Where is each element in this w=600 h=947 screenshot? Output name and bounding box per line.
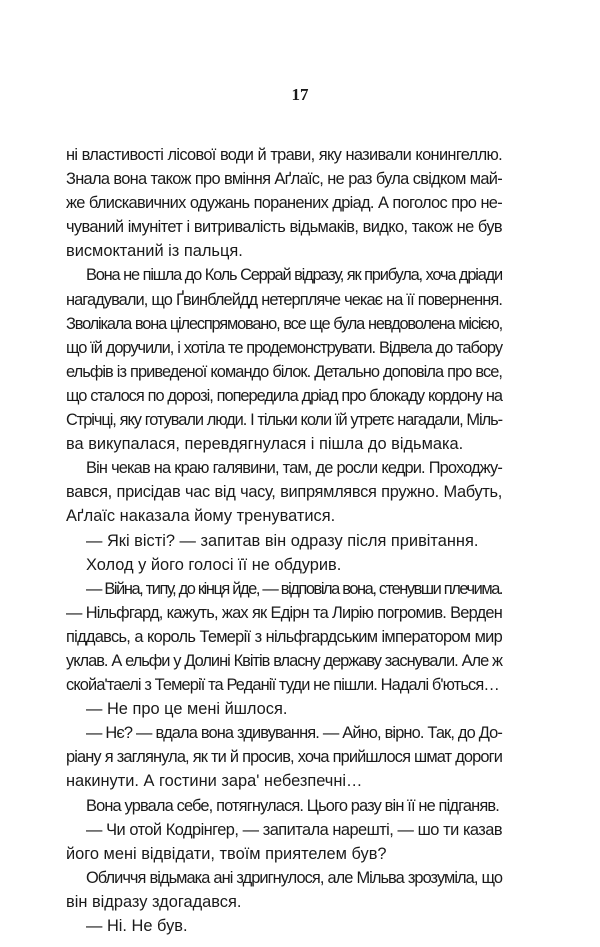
text-line: — Чи отой Кодрінгер, — запитала нарешті, — шо ти казав [86,820,502,839]
text-line: його мені відвідати, твоїм приятелем був? [66,844,387,863]
text-line: піддавсь, а король Темерії з нільфгардським імператором мир [66,627,502,646]
text-line: що їй доручили, і хотіла те продемонструвати. Відвела до табору [66,338,502,357]
text-line: — Нільфгард, кажуть, жах як Едірн та Лирію погромив. Верден [66,603,502,622]
text-line: що сталося по дорозі, попередила дріад про блокаду кордону на [66,386,502,405]
page-number: 17 [291,85,309,104]
text-line: він відразу здогадався. [66,892,242,911]
text-line: ріану я заглянула, як ти й просив, хоча прийшлося шмат дороги [66,748,502,767]
text-line: накинути. А гостини зара' небезпечні… [66,772,363,791]
text-line: скойа'таелі з Темерії та Реданії туди не пішли. Надалі б'ються… [66,676,499,695]
text-line: Аґлаїс наказала йому тренуватися. [66,507,336,526]
text-line: Вона урвала себе, потягнулася. Цього разу він її не підганяв. [86,796,499,815]
body-text [66,143,502,938]
text-line: Обличчя відьмака ані здригнулося, але Мільва зрозуміла, що [86,868,502,887]
text-line: уклав. А ельфи у Долині Квітів власну державу заснували. Але ж [66,651,502,670]
text-line: же блискавичних одужань поранених дріад. А поголос про не- [66,194,502,213]
text-line: — Війна, типу, до кінця йде, — відповіла вона, стенувши плечима. [86,579,502,598]
text-line: Він чекав на краю галявини, там, де росли кедри. Проходжу- [86,459,502,478]
text-line: ельфів із приведеної командо білок. Детально доповіла про все, [66,362,502,381]
text-line: — Не про це мені йшлося. [86,700,288,719]
text-line: — Нє? — вдала вона здивування. — Айно, вірно. Так, до До- [86,724,502,743]
text-line: чуваний імунітет і витривалість відьмаків, видко, також не був [66,218,502,237]
text-line: — Які вісті? — запитав він одразу після привітання. [86,531,479,550]
text-line: нагадували, що Ґвинблейдд нетерпляче чекає на її повернення. [66,290,502,309]
text-line: вався, присідав час від часу, випрямлявся пружно. Мабуть, [66,483,502,502]
text-line: Зволікала вона цілеспрямовано, все ще була невдоволена місією, [66,314,502,333]
text-line: Знала вона також про вміння Аґлаїс, не раз була свідком май- [66,170,502,189]
text-line: — Ні. Не був. [86,917,188,935]
text-line: Холод у його голосі її не обдурив. [86,555,342,574]
text-line: ні властивості лісової води й трави, яку називали конингеллю. [66,146,502,164]
text-line: висмоктаний із пальця. [66,242,243,261]
text-line: Стрічці, яку готували люди. І тільки коли їй утретє нагадали, Міль- [66,411,502,430]
text-line: ва викупалася, перевдягнулася і пішла до відьмака. [66,435,464,454]
text-line: Вона не пішла до Коль Серрай відразу, як прибула, хоча дріади [86,266,502,285]
